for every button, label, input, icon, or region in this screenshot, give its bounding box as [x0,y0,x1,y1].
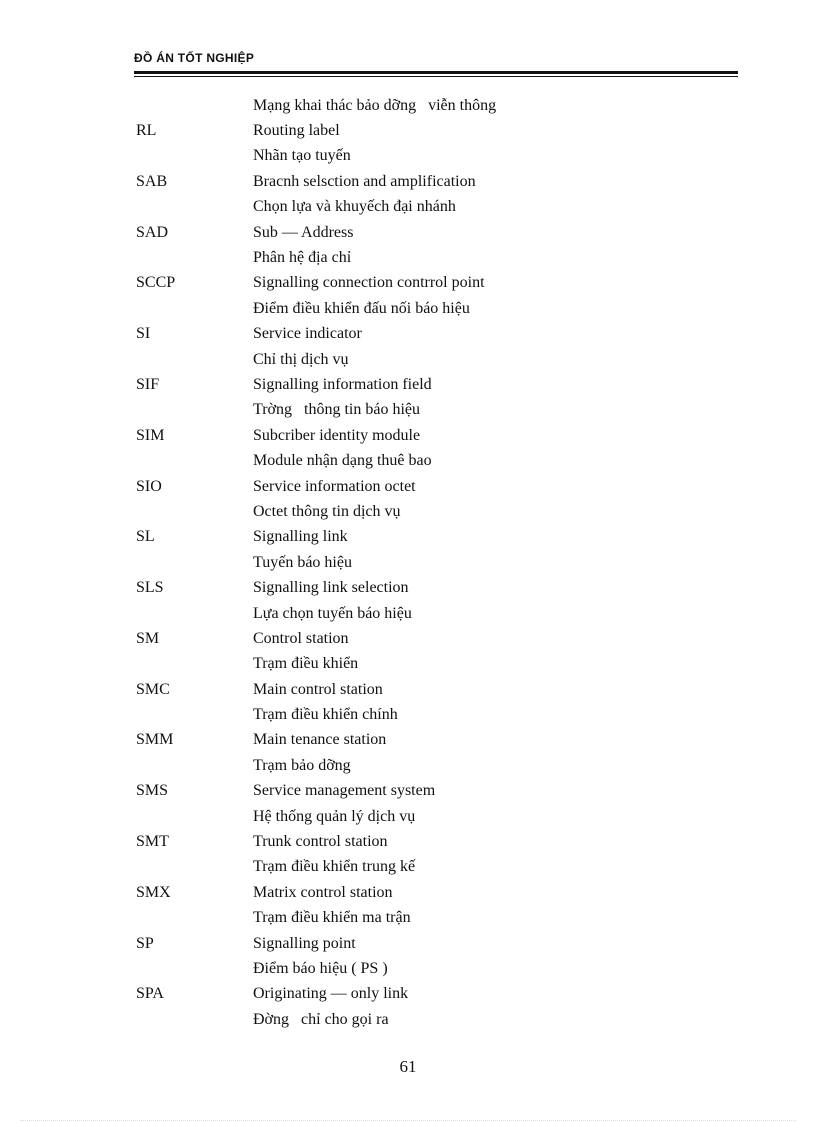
abbreviation: SIF [136,375,160,393]
abbreviation: SM [136,629,160,647]
glossary-row [136,245,736,270]
definition: Trạm điều khiển [253,655,359,673]
abbreviation: SAB [136,172,168,190]
glossary-row [136,550,736,575]
abbreviation: SMS [136,782,169,800]
definition: Control station [253,629,349,647]
page-number: 61 [399,1057,417,1076]
abbreviation: SPA [136,985,164,1003]
abbreviation: SMC [136,680,170,698]
definition: Trạm điều khiển trung kế [253,858,416,876]
definition: Trunk control station [253,833,388,851]
glossary-row [136,829,736,854]
glossary-row [136,702,736,727]
glossary-row [136,398,736,423]
definition: Routing label [253,122,340,140]
definition: Signalling point [253,934,356,952]
glossary-row [136,347,736,372]
glossary-row [136,372,736,397]
glossary-row [136,296,736,321]
abbreviation: SMT [136,833,169,851]
abbreviation: RL [136,122,157,140]
page-header [134,50,738,77]
glossary-row [136,1007,736,1032]
definition: Tuyến báo hiệu [253,553,352,571]
glossary-row [136,195,736,220]
definition: Signalling connection contrrol point [253,274,485,292]
header-rule-thin [134,76,738,77]
definition: Signalling link [253,528,348,546]
definition: Điểm điều khiển đấu nối báo hiệu [253,299,470,317]
definition: Mạng khai thác bảo dỡng viễn thông [253,96,497,114]
header-rule-thick [134,71,738,74]
definition: Chọn lựa và khuyếch đại nhánh [253,198,456,216]
definition: Bracnh selsction and amplification [253,172,476,190]
definition: Phân hệ địa chỉ [253,249,352,267]
abbreviation: SIO [136,477,162,495]
definition: Service management system [253,782,436,800]
glossary-row [136,779,736,804]
abbreviation: SMM [136,731,174,749]
abbreviation: SLS [136,579,164,597]
definition: Signalling information field [253,375,432,393]
abbreviation: SL [136,528,155,546]
definition: Matrix control station [253,883,393,901]
definition: Trạm điều khiển chính [253,706,398,724]
glossary-row [136,880,736,905]
glossary-row [136,118,736,143]
glossary-row [136,144,736,169]
abbreviation: SMX [136,883,171,901]
glossary-row [136,626,736,651]
glossary-row [136,423,736,448]
definition: Main control station [253,680,383,698]
glossary-row [136,499,736,524]
glossary-row [136,804,736,829]
definition: Module nhận dạng thuê bao [253,452,432,470]
glossary-list [136,93,736,1032]
definition: Signalling link selection [253,579,409,597]
glossary-row [136,652,736,677]
abbreviation: SIM [136,426,165,444]
glossary-row [136,728,736,753]
glossary-row [136,982,736,1007]
glossary-row [136,931,736,956]
definition: Nhãn tạo tuyến [253,147,351,165]
glossary-row [136,575,736,600]
definition: Trạm bảo dỡng [253,756,351,774]
definition: Service information octet [253,477,416,495]
abbreviation: SCCP [136,274,176,292]
definition: Hệ thống quản lý dịch vụ [253,807,416,825]
definition: Octet thông tin dịch vụ [253,502,401,520]
glossary-row [136,220,736,245]
glossary-row [136,906,736,931]
glossary-row [136,271,736,296]
definition: Subcriber identity module [253,426,421,444]
glossary-row [136,322,736,347]
definition: Chỉ thị dịch vụ [253,350,349,368]
glossary-row [136,448,736,473]
definition: Trạm điều khiển ma trận [253,909,411,927]
definition: Lựa chọn tuyến báo hiệu [253,604,412,622]
glossary-row [136,93,736,118]
glossary-row [136,753,736,778]
definition: Điểm báo hiệu ( PS ) [253,959,388,977]
glossary-row [136,956,736,981]
definition: Service indicator [253,325,362,343]
glossary-row [136,855,736,880]
glossary-row [136,677,736,702]
glossary-row [136,601,736,626]
abbreviation: SP [136,934,154,952]
glossary-row [136,169,736,194]
header-title: ĐỒ ÁN TỐT NGHIỆP [134,51,255,64]
definition: Đờng chỉ cho gọi ra [253,1010,389,1028]
definition: Trờng thông tin báo hiệu [253,401,420,419]
definition: Sub — Address [253,223,354,241]
footer-divider [20,1120,796,1121]
definition: Originating — only link [253,985,409,1003]
abbreviation: SI [136,325,151,343]
abbreviation: SAD [136,223,169,241]
definition: Main tenance station [253,731,387,749]
glossary-row [136,474,736,499]
glossary-row [136,525,736,550]
